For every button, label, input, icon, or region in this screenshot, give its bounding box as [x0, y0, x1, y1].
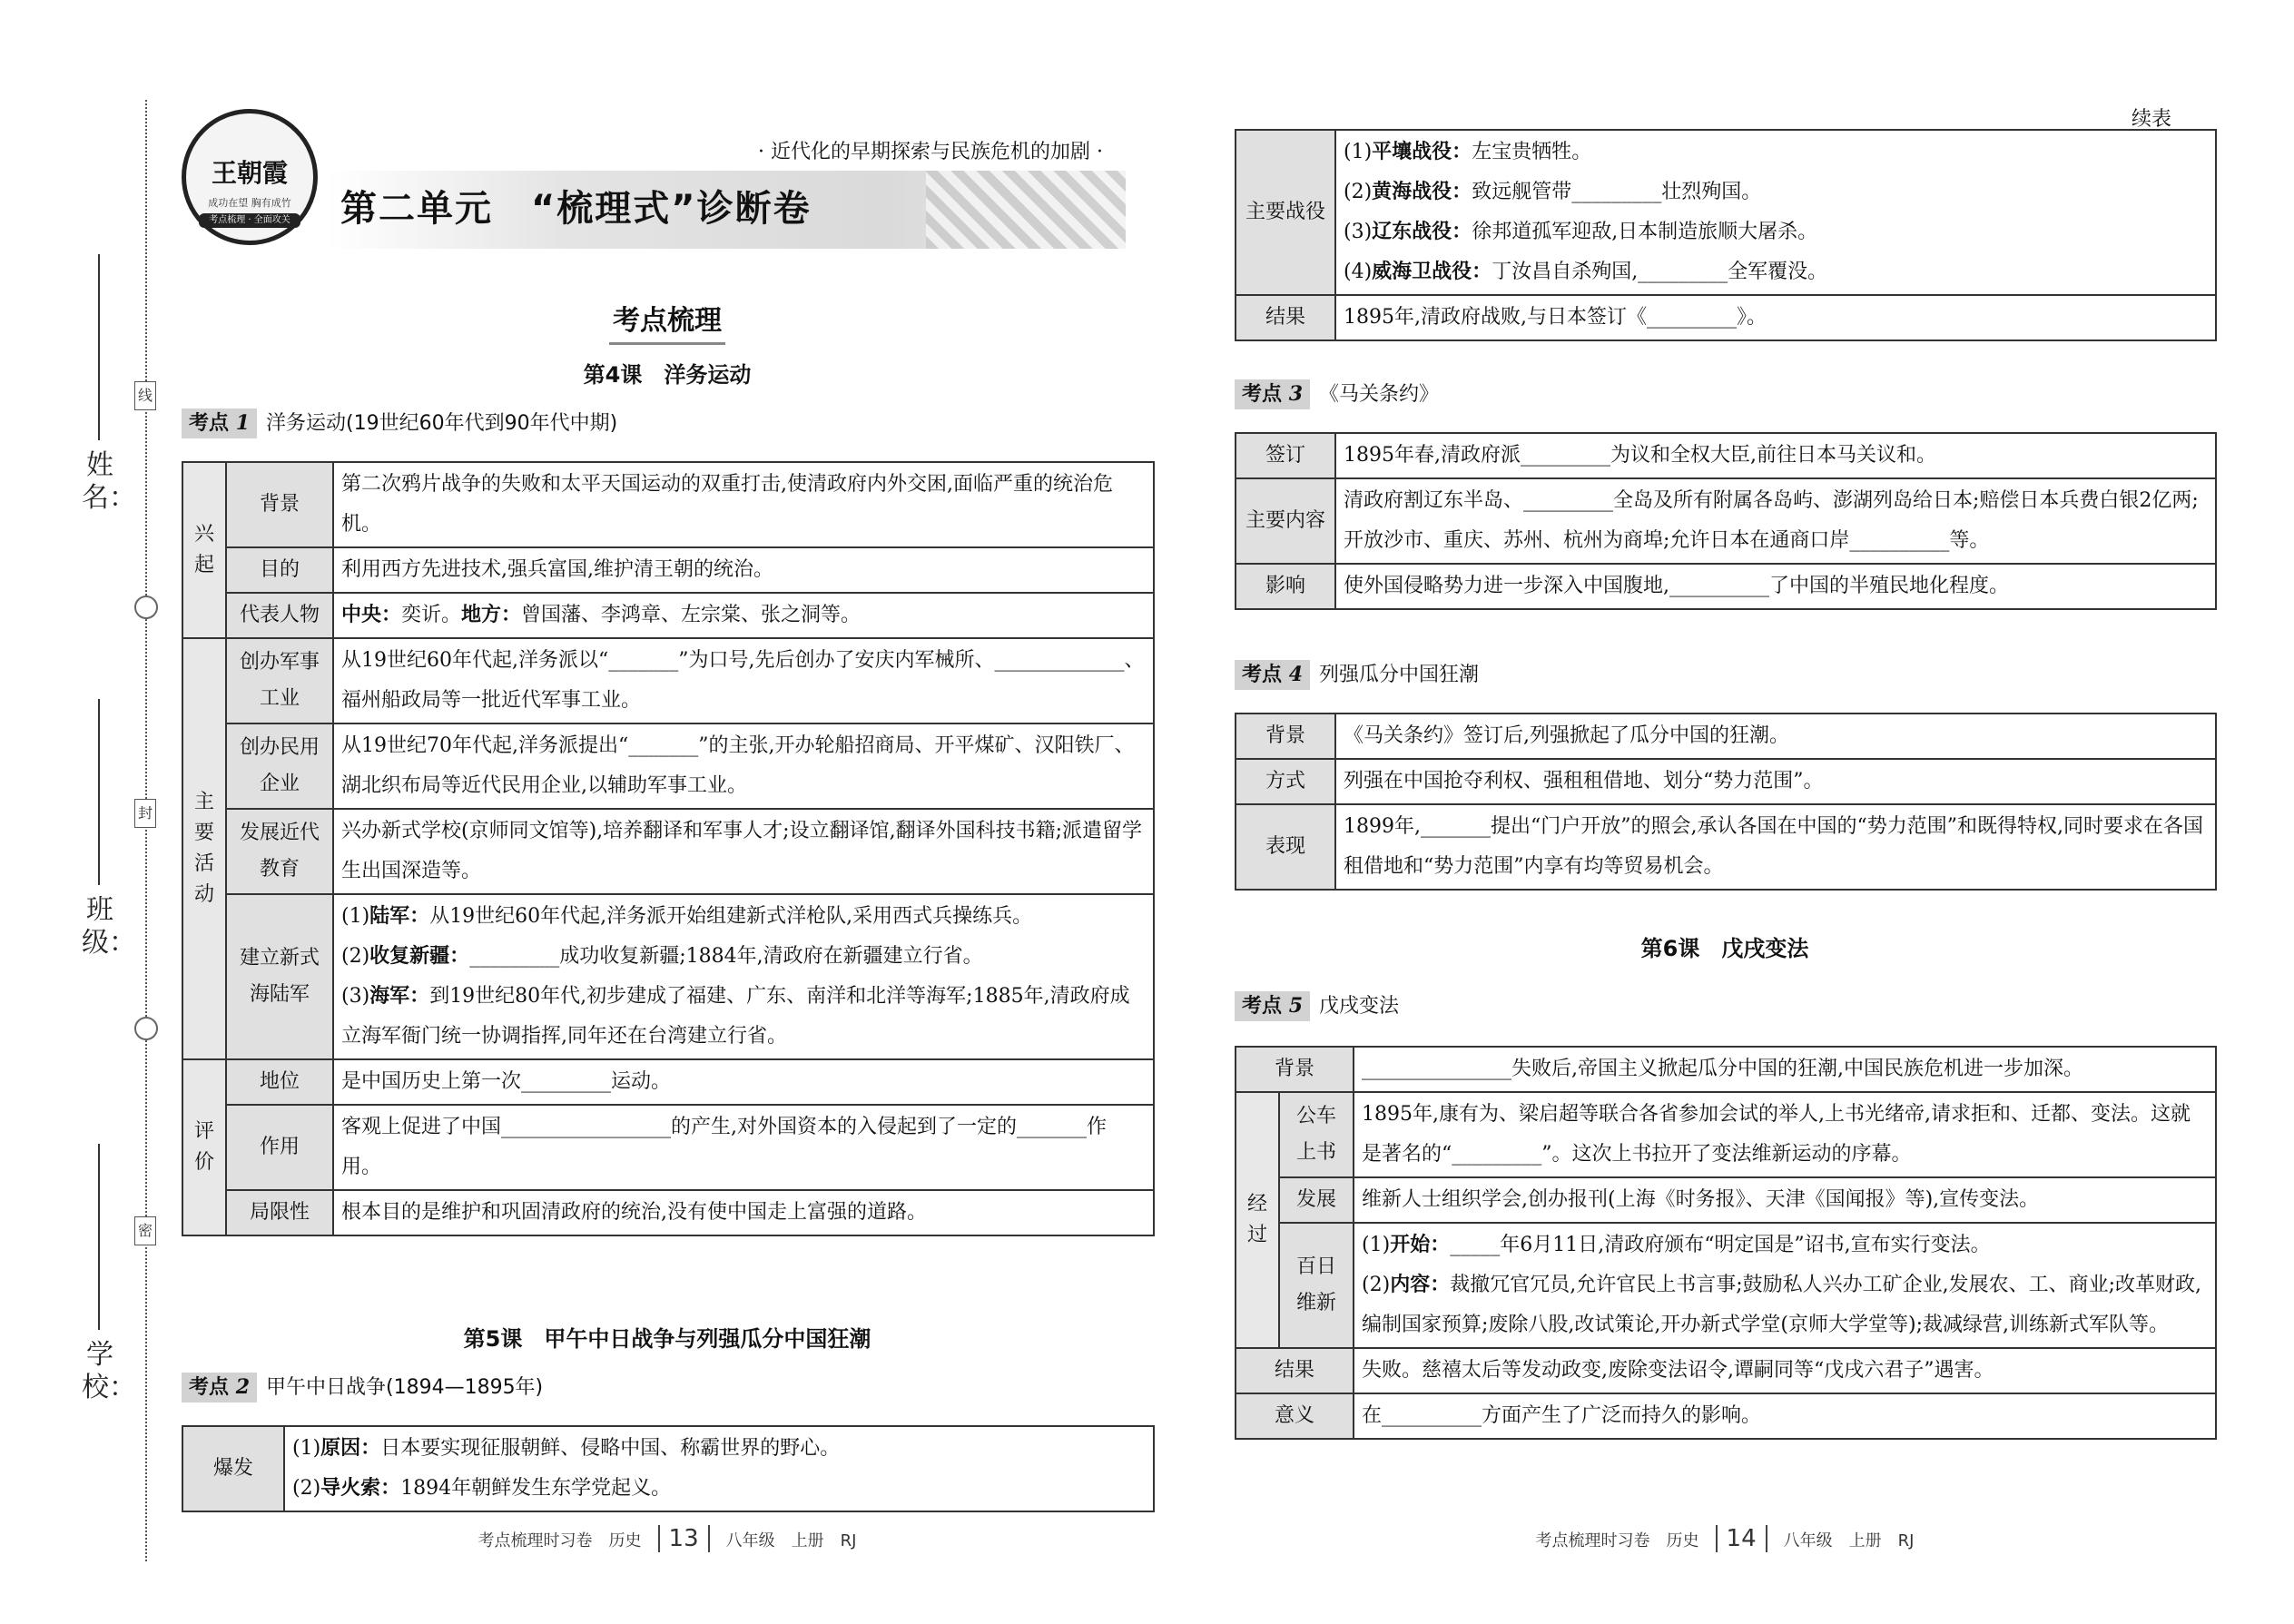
table-row	[182, 638, 1154, 723]
kaodian-tag: 考点 1	[182, 408, 257, 438]
row-header: 方式	[1236, 759, 1335, 804]
row-header: 主要战役	[1236, 130, 1335, 295]
kaodian-label: 戊戌变法	[1319, 995, 1400, 1018]
table-guafen	[1235, 713, 2217, 891]
section-title-text: 考点梳理	[609, 305, 725, 345]
group-cell: 评价	[182, 1059, 226, 1235]
table-wuxu	[1235, 1046, 2217, 1440]
table-row	[182, 1190, 1154, 1235]
class-field[interactable]	[98, 699, 100, 885]
table-row	[1236, 1348, 2216, 1393]
row-content: 列强在中国抢夺利权、强租租借地、划分“势力范围”。	[1335, 759, 2216, 804]
row-content: 《马关条约》签订后,列强掀起了瓜分中国的狂潮。	[1335, 714, 2216, 759]
row-header: 代表人物	[226, 593, 333, 638]
row-header: 背景	[1236, 714, 1335, 759]
table-row	[182, 894, 1154, 1059]
binding-margin	[0, 0, 163, 1624]
kaodian-heading	[1235, 379, 1439, 409]
logo-text: 王朝霞	[211, 158, 288, 188]
school-field[interactable]	[98, 1144, 100, 1330]
table-row	[182, 723, 1154, 809]
row-header: 影响	[1236, 564, 1335, 609]
cut-line	[145, 100, 147, 1561]
class-label: 班级：	[82, 894, 136, 959]
logo-slogan-2: 考点梳理 · 全面攻关	[199, 213, 300, 228]
title-banner	[182, 109, 1153, 263]
row-content: (1)开始：_____年6月11日,清政府颁布“明定国是”诏书,宣布实行变法。 (2)内容：裁撤冗官冗员,允许官民上书言事;鼓励私人兴办工矿企业,发展农、工、商业;改革财政,编制国家预算;废除八股,改试策论,开办新式学堂(京师大学堂等);裁减绿营,训练新式军队等。	[1354, 1223, 2216, 1348]
table-row	[1236, 433, 2216, 478]
group-cell: 兴起	[182, 462, 226, 638]
table-row	[1236, 295, 2216, 340]
group-cell: 主要活动	[182, 638, 226, 1059]
row-header: 创办军事工业	[226, 638, 333, 723]
row-content: (1)平壤战役：左宝贵牺牲。 (2)黄海战役：致远舰管带_________壮烈殉国。 (3)辽东战役：徐邦道孤军迎敌,日本制造旅顺大屠杀。 (4)威海卫战役：丁汝昌自杀殉国,_________全军覆没。	[1335, 130, 2216, 295]
row-content: 失败。慈禧太后等发动政变,废除变法诏令,谭嗣同等“戊戌六君子”遇害。	[1354, 1348, 2216, 1393]
kaodian-tag: 考点 3	[1235, 379, 1310, 409]
row-header: 目的	[226, 547, 333, 593]
kaodian-label: 甲午中日战争(1894—1895年)	[266, 1376, 544, 1399]
row-header: 爆发	[182, 1426, 284, 1511]
name-label: 姓名：	[82, 449, 136, 514]
row-header: 发展	[1279, 1177, 1354, 1223]
row-header: 发展近代教育	[226, 809, 333, 894]
row-content: 第二次鸦片战争的失败和太平天国运动的双重打击,使清政府内外交困,面临严重的统治危机。	[333, 462, 1154, 547]
logo-slogan: 成功在望 胸有成竹	[208, 197, 291, 209]
continued-label: 续表	[2131, 108, 2171, 131]
row-header: 背景	[1236, 1047, 1354, 1092]
row-header: 公车上书	[1279, 1092, 1354, 1177]
mark-mi: 密	[134, 1216, 156, 1245]
kaodian-label: 洋务运动(19世纪60年代到90年代中期)	[266, 412, 618, 435]
kaodian-tag: 考点 2	[182, 1373, 257, 1403]
row-header: 背景	[226, 462, 333, 547]
table-row	[1236, 478, 2216, 564]
row-content: 维新人士组织学会,创办报刊(上海《时务报》、天津《国闻报》等),宣传变法。	[1354, 1177, 2216, 1223]
kaodian-tag: 考点 5	[1235, 991, 1310, 1021]
row-content: 1895年春,清政府派_________为议和全权大臣,前往日本马关议和。	[1335, 433, 2216, 478]
row-header: 建立新式海陆军	[226, 894, 333, 1059]
table-row	[182, 1105, 1154, 1190]
kaodian-tag: 考点 4	[1235, 660, 1310, 690]
row-content: 在__________方面产生了广泛而持久的影响。	[1354, 1393, 2216, 1439]
mark-xian: 线	[134, 381, 156, 410]
table-row	[1236, 804, 2216, 890]
page-footer	[1235, 1525, 2215, 1552]
row-content: 1895年,清政府战败,与日本签订《_________》。	[1335, 295, 2216, 340]
mark-feng: 封	[134, 799, 156, 828]
table-row	[1236, 1092, 2216, 1177]
footer-grade: 八年级 上册 RJ	[1783, 1531, 1915, 1550]
kaodian-heading	[182, 408, 617, 438]
lesson-title: 第5课 甲午中日战争与列强瓜分中国狂潮	[463, 1326, 871, 1352]
row-content: 中央：奕䜣。地方：曾国藩、李鸿章、左宗棠、张之洞等。	[333, 593, 1154, 638]
row-content: 清政府割辽东半岛、_________全岛及所有附属各岛屿、澎湖列岛给日本;赔偿日本兵费白银2亿两;开放沙市、重庆、苏州、杭州为商埠;允许日本在通商口岸__________等。	[1335, 478, 2216, 564]
name-field[interactable]	[98, 254, 100, 440]
row-content: _______________失败后,帝国主义掀起瓜分中国的狂潮,中国民族危机进一步加深。	[1354, 1047, 2216, 1092]
row-header: 百日维新	[1279, 1223, 1354, 1348]
row-header: 主要内容	[1236, 478, 1335, 564]
table-row	[182, 1059, 1154, 1105]
kaodian-heading	[1235, 991, 1399, 1021]
table-jiawu-continued	[1235, 129, 2217, 341]
row-content: (1)陆军：从19世纪60年代起,洋务派开始组建新式洋枪队,采用西式兵操练兵。 (2)收复新疆：_________成功收复新疆;1884年,清政府在新疆建立行省。 (3)海军：到19世纪80年代,初步建成了福建、广东、南洋和北洋等海军;1885年,清政府成立海军衙门统一协调指挥,同年还在台湾建立行省。	[333, 894, 1154, 1059]
table-row	[1236, 714, 2216, 759]
row-content: 1895年,康有为、梁启超等联合各省参加会试的举人,上书光绪帝,请求拒和、迁都、变法。这就是著名的“_________”。这次上书拉开了变法维新运动的序幕。	[1354, 1092, 2216, 1177]
row-content: 利用西方先进技术,强兵富国,维护清王朝的统治。	[333, 547, 1154, 593]
row-header: 结果	[1236, 1348, 1354, 1393]
table-row	[182, 1426, 1154, 1511]
table-jiawu	[182, 1425, 1155, 1512]
row-content: 是中国历史上第一次_________运动。	[333, 1059, 1154, 1105]
table-row	[1236, 1223, 2216, 1348]
page-footer	[182, 1525, 1153, 1552]
kaodian-heading	[182, 1373, 543, 1403]
footer-grade: 八年级 上册 RJ	[725, 1531, 857, 1550]
row-header: 地位	[226, 1059, 333, 1105]
page-number: 13	[658, 1525, 710, 1552]
row-header: 签订	[1236, 433, 1335, 478]
footer-series: 考点梳理时习卷 历史	[1535, 1531, 1699, 1550]
table-yangwu	[182, 461, 1155, 1236]
row-content: 客观上促进了中国_________________的产生,对外国资本的入侵起到了一定的_______作用。	[333, 1105, 1154, 1190]
row-content: (1)原因：日本要实现征服朝鲜、侵略中国、称霸世界的野心。 (2)导火索：1894年朝鲜发生东学党起义。	[284, 1426, 1154, 1511]
lesson-title: 第4课 洋务运动	[583, 362, 752, 388]
table-row	[1236, 564, 2216, 609]
row-header: 意义	[1236, 1393, 1354, 1439]
table-row	[182, 593, 1154, 638]
row-content: 从19世纪60年代起,洋务派以“_______”为口号,先后创办了安庆内军械所、_____________、福州船政局等一批近代军事工业。	[333, 638, 1154, 723]
row-header: 表现	[1236, 804, 1335, 890]
row-header: 结果	[1236, 295, 1335, 340]
group-cell: 经过	[1236, 1092, 1279, 1348]
unit-subtitle: · 近代化的早期探索与民族危机的加剧 ·	[758, 141, 1103, 163]
binding-hole-icon	[134, 1017, 158, 1040]
table-row	[1236, 1047, 2216, 1092]
table-row	[1236, 1393, 2216, 1439]
table-row	[182, 462, 1154, 547]
table-row	[1236, 1177, 2216, 1223]
page-number: 14	[1716, 1525, 1767, 1552]
footer-series: 考点梳理时习卷 历史	[478, 1531, 642, 1550]
table-maguan	[1235, 432, 2217, 610]
row-content: 使外国侵略势力进一步深入中国腹地,__________了中国的半殖民地化程度。	[1335, 564, 2216, 609]
table-row	[1236, 130, 2216, 295]
binding-hole-icon	[134, 595, 158, 619]
row-content: 根本目的是维护和巩固清政府的统治,没有使中国走上富强的道路。	[333, 1190, 1154, 1235]
kaodian-label: 《马关条约》	[1319, 383, 1440, 406]
lesson-title: 第6课 戊戌变法	[1640, 936, 1809, 961]
brand-logo	[182, 109, 318, 245]
kaodian-heading	[1235, 660, 1479, 690]
section-title	[182, 298, 1153, 338]
row-header: 作用	[226, 1105, 333, 1190]
table-row	[182, 809, 1154, 894]
table-row	[182, 547, 1154, 593]
school-label: 学校：	[82, 1339, 136, 1403]
table-row	[1236, 759, 2216, 804]
row-header: 局限性	[226, 1190, 333, 1235]
page-title: 第二单元 “梳理式”诊断卷	[340, 188, 812, 230]
row-content: 从19世纪70年代起,洋务派提出“_______”的主张,开办轮船招商局、开平煤矿、汉阳铁厂、湖北织布局等近代民用企业,以辅助军事工业。	[333, 723, 1154, 809]
checker-pattern	[926, 171, 1126, 249]
row-content: 兴办新式学校(京师同文馆等),培养翻译和军事人才;设立翻译馆,翻译外国科技书籍;派遣留学生出国深造等。	[333, 809, 1154, 894]
kaodian-label: 列强瓜分中国狂潮	[1319, 664, 1480, 686]
row-header: 创办民用企业	[226, 723, 333, 809]
row-content: 1899年,_______提出“门户开放”的照会,承认各国在中国的“势力范围”和既得特权,同时要求在各国租借地和“势力范围”内享有均等贸易机会。	[1335, 804, 2216, 890]
